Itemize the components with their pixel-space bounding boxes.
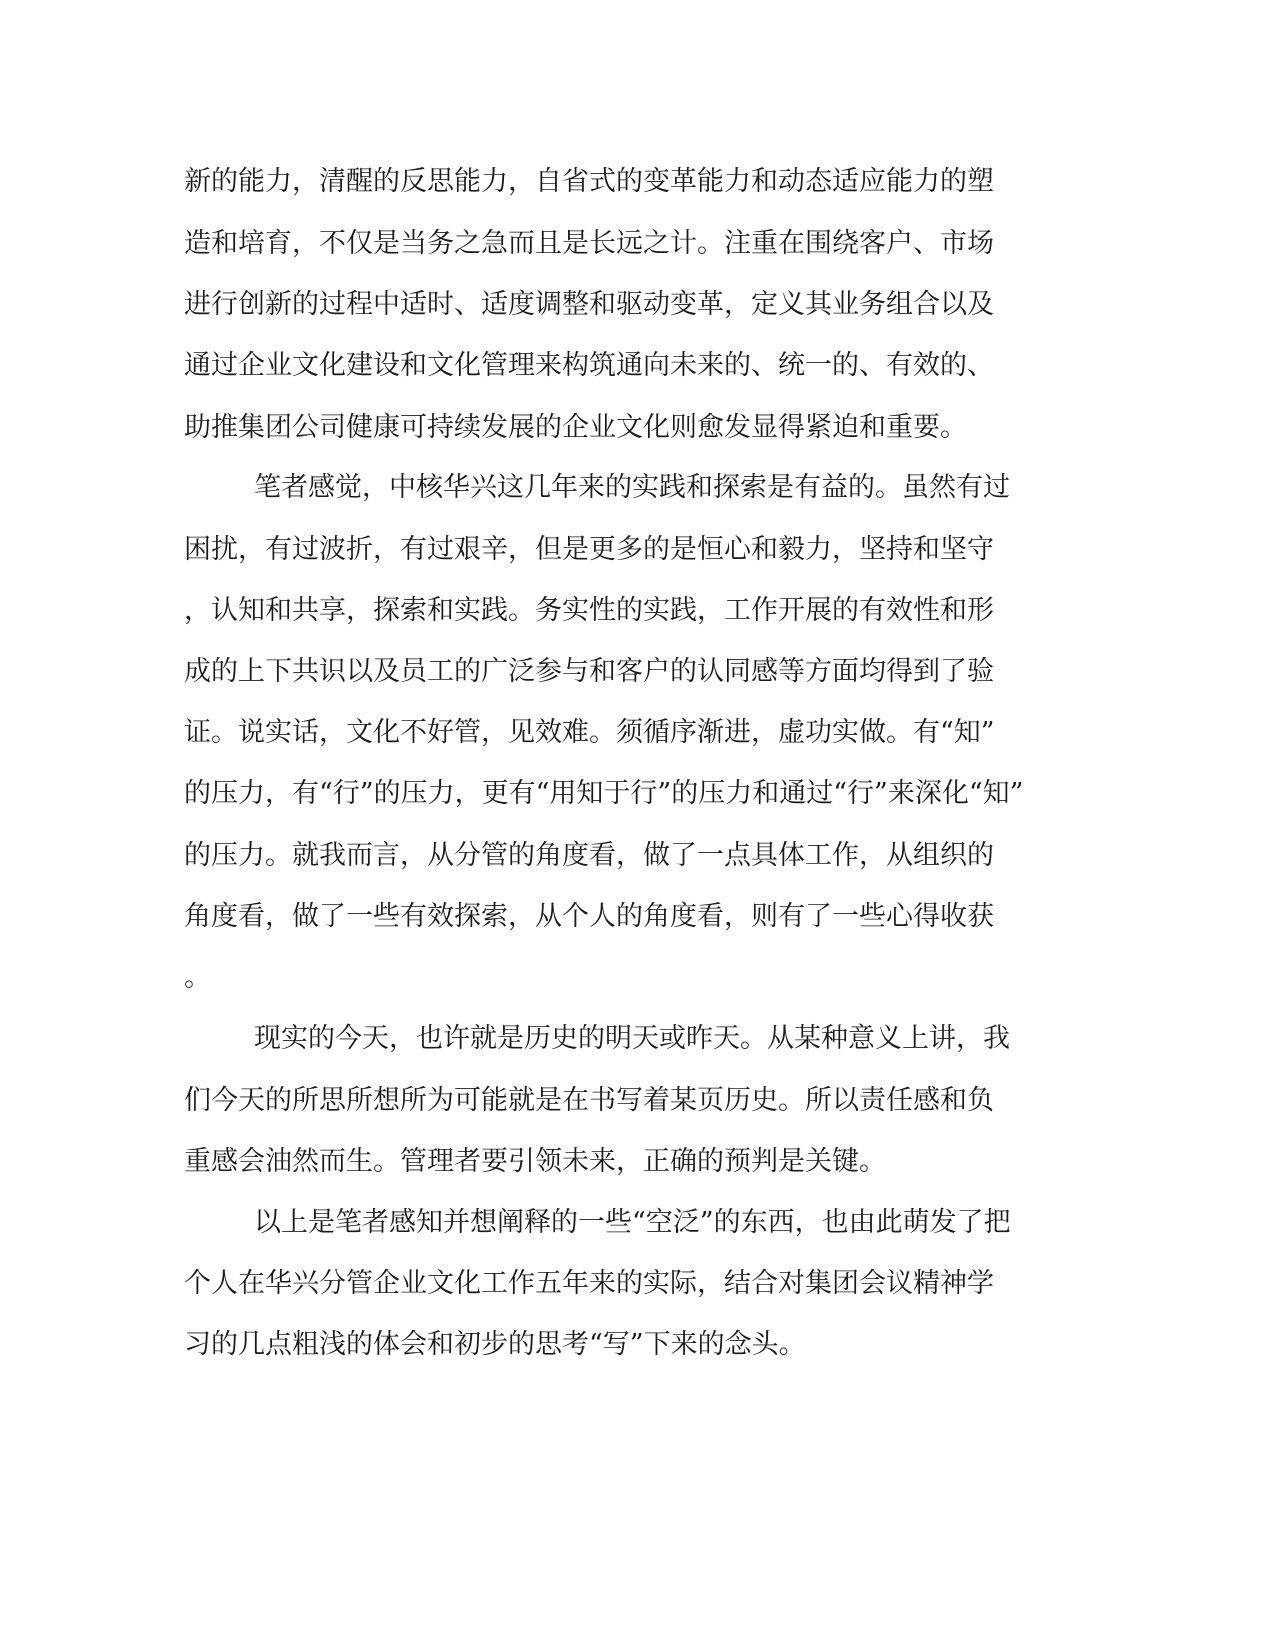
paragraph-line: 的压力。就我而言，从分管的角度看，做了一点具体工作，从组织的 [184,840,994,871]
paragraph-line: 笔者感觉，中核华兴这几年来的实践和探索是有益的。虽然有过 [254,472,1010,503]
paragraph-line: 进行创新的过程中适时、适度调整和驱动变革，定义其业务组合以及 [184,289,994,320]
paragraph-line: 造和培育，不仅是当务之急而且是长远之计。注重在围绕客户、市场 [184,228,994,259]
paragraph-line: 角度看，做了一些有效探索，从个人的角度看，则有了一些心得收获 [184,901,994,932]
paragraph-line: 助推集团公司健康可持续发展的企业文化则愈发显得紧迫和重要。 [184,412,967,443]
paragraph-line: 们今天的所思所想所为可能就是在书写着某页历史。所以责任感和负 [184,1085,994,1116]
paragraph-line: ，认知和共享，探索和实践。务实性的实践，工作开展的有效性和形 [184,595,994,626]
paragraph-line: 习的几点粗浅的体会和初步的思考“写”下来的念头。 [184,1329,806,1360]
paragraph-line: 困扰，有过波折，有过艰辛，但是更多的是恒心和毅力，坚持和坚守 [184,534,994,565]
paragraph-line: 以上是笔者感知并想阐释的一些“空泛”的东西，也由此萌发了把 [254,1207,1011,1238]
paragraph-line: 新的能力，清醒的反思能力，自省式的变革能力和动态适应能力的塑 [184,166,994,197]
paragraph-line: 个人在华兴分管企业文化工作五年来的实际，结合对集团会议精神学 [184,1268,994,1299]
paragraph-line: 重感会油然而生。管理者要引领未来，正确的预判是关键。 [184,1146,886,1177]
paragraph-line: 。 [184,962,211,993]
paragraph-line: 证。说实话，文化不好管，见效难。须循序渐进，虚功实做。有“知” [184,717,995,748]
paragraph-line: 现实的今天，也许就是历史的明天或昨天。从某种意义上讲，我 [254,1023,1010,1054]
paragraph-line: 成的上下共识以及员工的广泛参与和客户的认同感等方面均得到了验 [184,656,994,687]
paragraph-line: 的压力，有“行”的压力，更有“用知于行”的压力和通过“行”来深化“知” [184,778,1024,809]
paragraph-line: 通过企业文化建设和文化管理来构筑通向未来的、统一的、有效的、 [184,350,994,381]
